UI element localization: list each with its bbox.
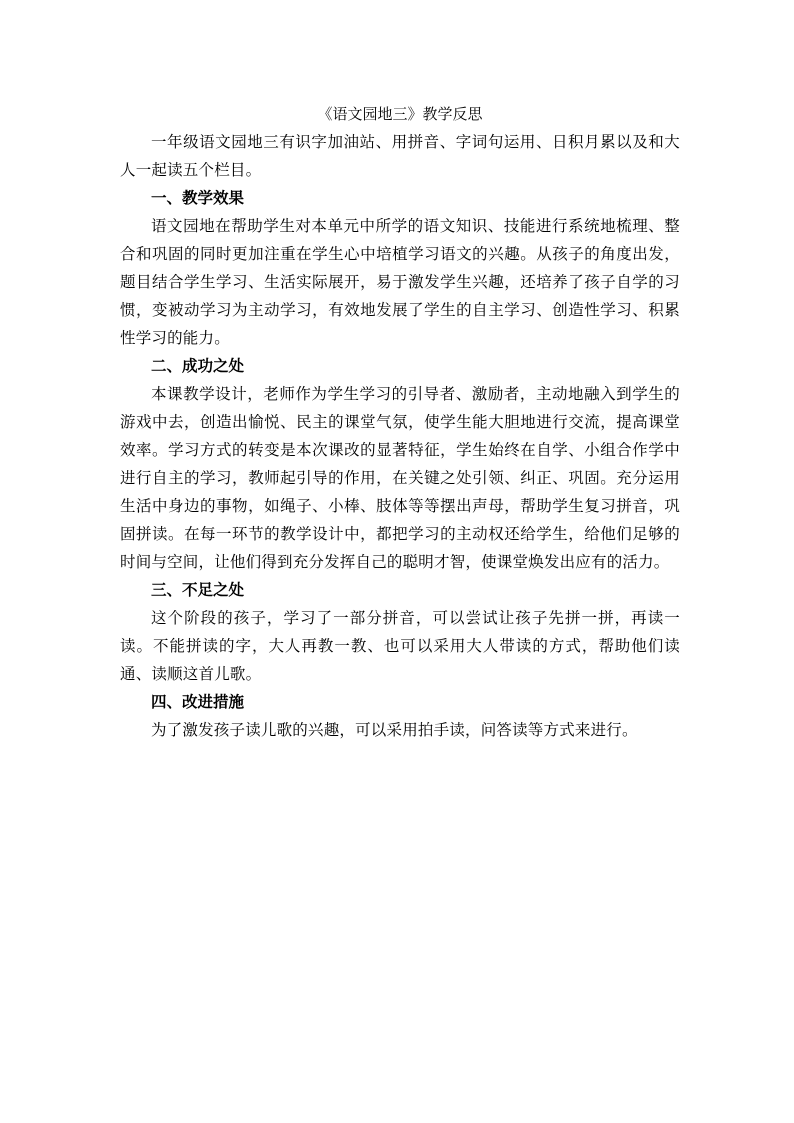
section-heading-successes: 二、成功之处 bbox=[151, 357, 245, 375]
intro-paragraph: 一年级语文园地三有识字加油站、用拼音、字词句运用、日积月累以及和大人一起读五个栏目。 bbox=[120, 133, 680, 179]
section-paragraph-teaching-effect: 语文园地在帮助学生对本单元中所学的语文知识、技能进行系统地梳理、整合和巩固的同时更加注重在学生心中培植学习语文的兴趣。从孩子的角度出发，题目结合学生学习、生活实际展开，易于激发学生兴趣，还培养了孩子自学的习惯，变被动学习为主动学习，有效地发展了学生的自主学习、创造性学习、积累性学习的能力。 bbox=[120, 217, 680, 347]
section-paragraph-shortcomings: 这个阶段的孩子，学习了一部分拼音，可以尝试让孩子先拼一拼，再读一读。不能拼读的字，大人再教一教、也可以采用大人带读的方式，帮助他们读通、读顺这首儿歌。 bbox=[120, 609, 680, 683]
document-body bbox=[120, 100, 680, 744]
document-title: 《语文园地三》教学反思 bbox=[317, 105, 483, 123]
section-paragraph-improvements: 为了激发孩子读儿歌的兴趣，可以采用拍手读，问答读等方式来进行。 bbox=[151, 721, 638, 739]
section-paragraph-successes: 本课教学设计，老师作为学生学习的引导者、激励者，主动地融入到学生的游戏中去，创造出愉悦、民主的课堂气氛，使学生能大胆地进行交流，提高课堂效率。学习方式的转变是本次课改的显著特征，学生始终在自学、小组合作学中进行自主的学习，教师起引导的作用，在关键之处引领、纠正、巩固。充分运用生活中身边的事物，如绳子、小棒、肢体等等摆出声母，帮助学生复习拼音，巩固拼读。在每一环节的教学设计中，都把学习的主动权还给学生，给他们足够的时间与空间，让他们得到充分发挥自己的聪明才智，使课堂焕发出应有的活力。 bbox=[120, 385, 680, 571]
section-heading-shortcomings: 三、不足之处 bbox=[151, 581, 245, 599]
section-heading-teaching-effect: 一、教学效果 bbox=[151, 189, 245, 207]
section-heading-improvements: 四、改进措施 bbox=[151, 693, 245, 711]
